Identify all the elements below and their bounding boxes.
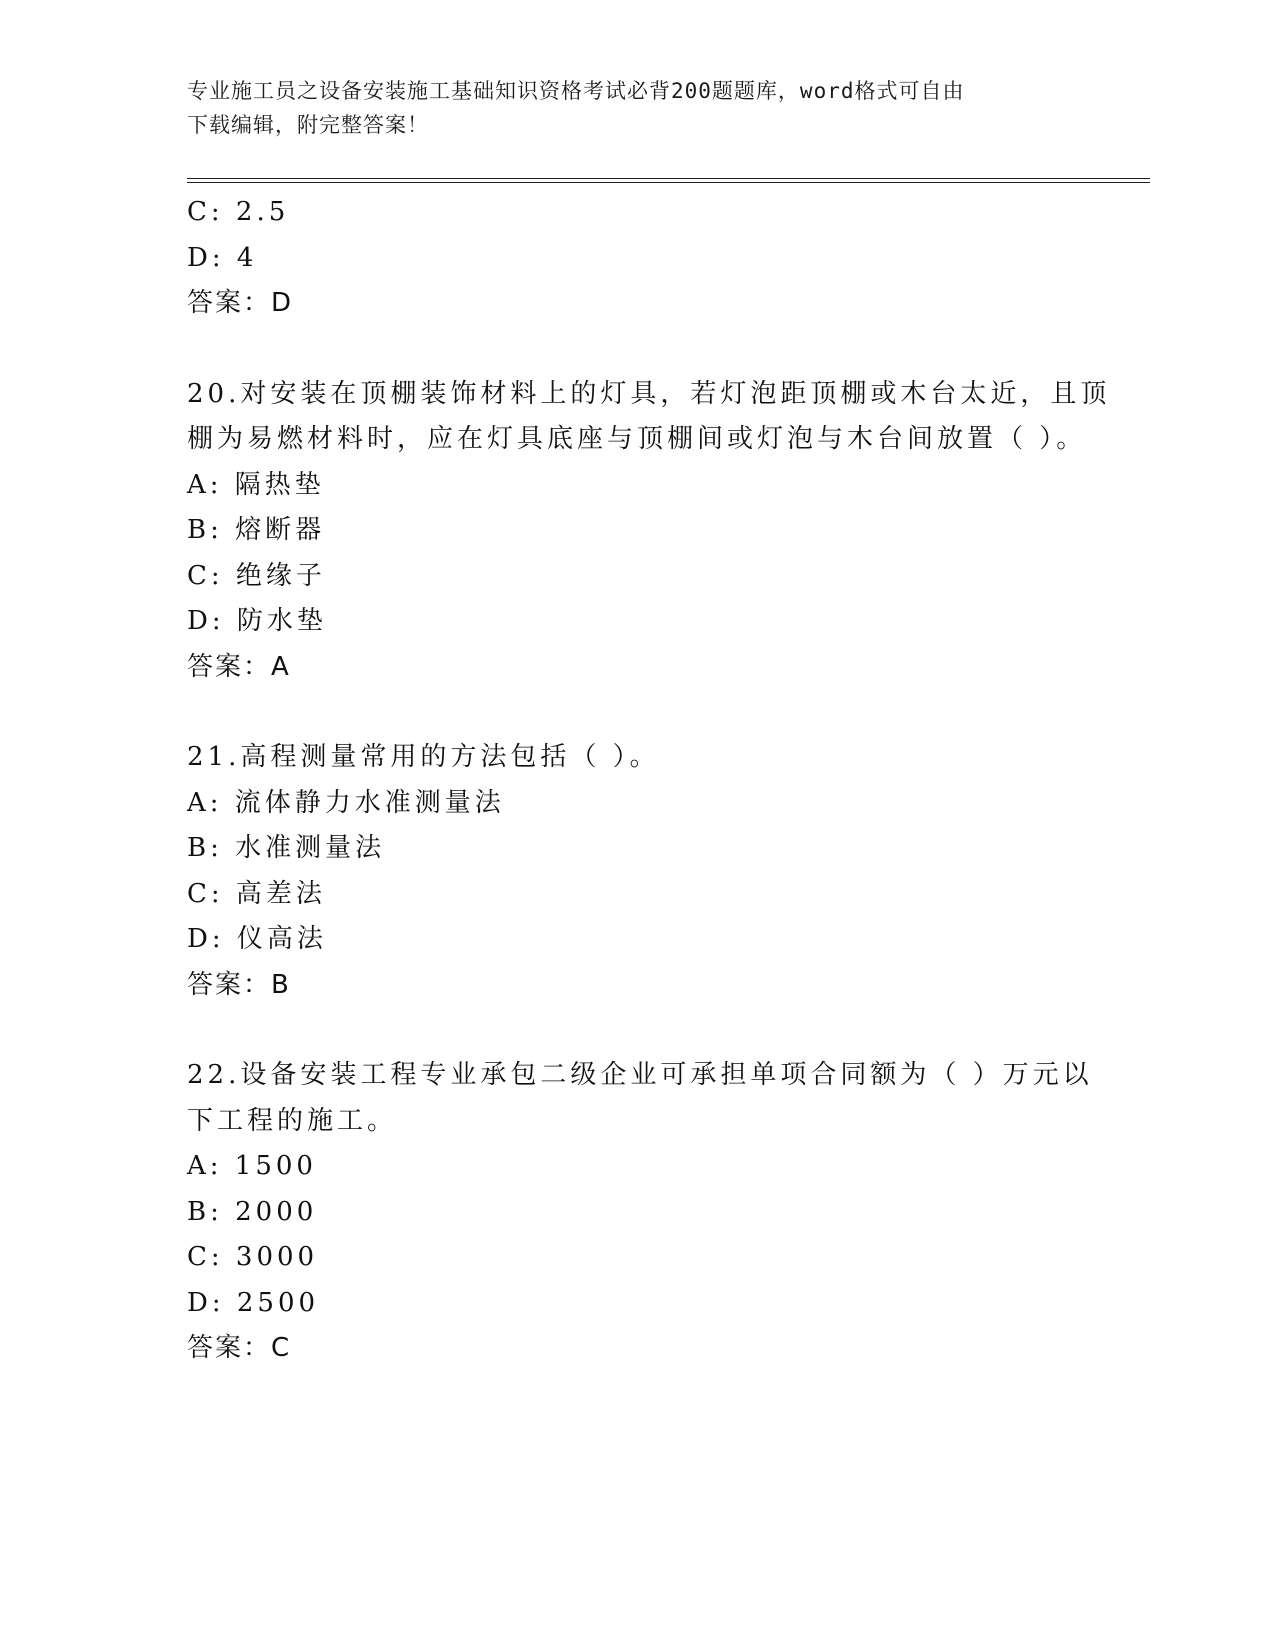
question-content bbox=[187, 190, 1111, 1372]
option-a: A: 隔热垫 bbox=[187, 469, 325, 500]
answer: 答案：A bbox=[187, 651, 291, 682]
option-d: D: 2500 bbox=[187, 1287, 320, 1318]
question-21 bbox=[187, 735, 1087, 1008]
option-d: D: 仪高法 bbox=[187, 924, 327, 954]
question-22 bbox=[187, 1053, 1093, 1372]
answer: 答案：C bbox=[187, 1333, 292, 1363]
option-a: A: 流体静力水准测量法 bbox=[187, 787, 505, 818]
question-stem: 22.设备安装工程专业承包二级企业可承担单项合同额为（ ）万元以 bbox=[187, 1060, 1093, 1090]
prev-question-tail bbox=[187, 190, 1087, 327]
option-b: B: 熔断器 bbox=[187, 515, 326, 545]
answer: 答案：B bbox=[187, 969, 291, 1000]
question-stem: 20.对安装在顶棚装饰材料上的灯具，若灯泡距顶棚或木台太近，且顶 bbox=[187, 378, 1111, 409]
option-c: C: 3000 bbox=[187, 1242, 319, 1272]
option-c: C: 高差法 bbox=[187, 878, 326, 909]
answer: 答案：D bbox=[187, 288, 294, 318]
option-c: C: 2.5 bbox=[187, 197, 290, 227]
header-divider bbox=[187, 178, 1150, 183]
option-b: B: 水准测量法 bbox=[187, 833, 386, 863]
question-stem: 下工程的施工。 bbox=[187, 1105, 398, 1136]
header-line-1: 专业施工员之设备安装施工基础知识资格考试必背200题题库，word格式可自由 bbox=[187, 79, 965, 103]
option-b: B: 2000 bbox=[187, 1196, 318, 1227]
question-20 bbox=[187, 372, 1111, 691]
document-header bbox=[187, 74, 1087, 142]
option-a: A: 1500 bbox=[187, 1151, 317, 1181]
option-d: D: 4 bbox=[187, 242, 258, 273]
question-stem: 棚为易燃材料时，应在灯具底座与顶棚间或灯泡与木台间放置（ ）。 bbox=[187, 424, 1087, 454]
question-stem: 21.高程测量常用的方法包括（ ）。 bbox=[187, 742, 660, 772]
option-d: D: 防水垫 bbox=[187, 606, 327, 636]
option-c: C: 绝缘子 bbox=[187, 560, 326, 591]
header-line-2: 下载编辑，附完整答案！ bbox=[187, 113, 429, 137]
